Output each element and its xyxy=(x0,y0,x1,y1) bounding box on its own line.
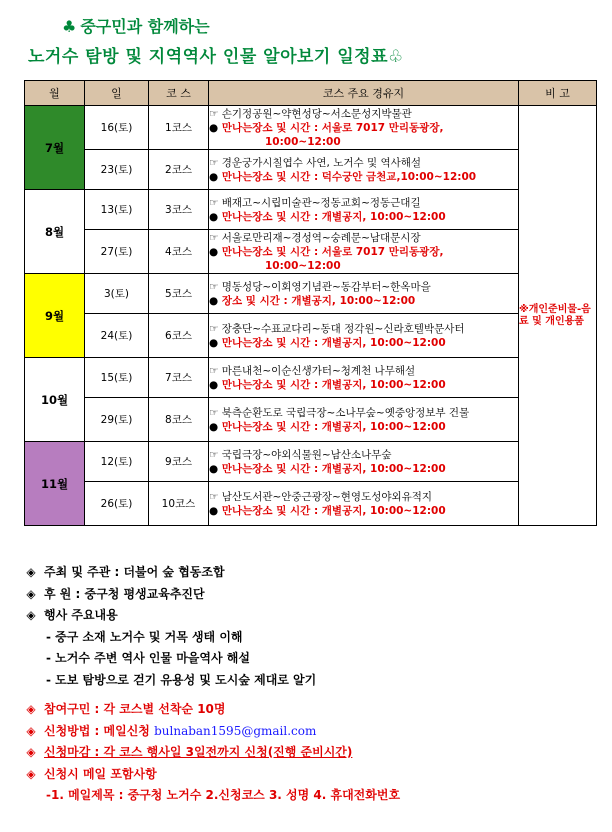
route-line xyxy=(209,364,518,378)
bullet-dot-icon: ● xyxy=(209,121,219,134)
route-text: 남산도서관~안중근광장~현영도성야외유적지 xyxy=(221,490,433,503)
bullet-dot-icon: ● xyxy=(209,336,219,349)
meeting-line xyxy=(209,336,518,350)
course-cell: 7코스 xyxy=(149,358,209,398)
header-day: 일 xyxy=(85,81,149,106)
header-route: 코스 주요 경유지 xyxy=(209,81,519,106)
note-cell: ※개인준비물-음료 및 개인용품 xyxy=(519,106,597,526)
day-cell: 16(토) xyxy=(85,106,149,150)
meeting-line xyxy=(209,121,518,149)
day-cell: 15(토) xyxy=(85,358,149,398)
bullet-dot-icon: ● xyxy=(209,462,219,475)
course-cell: 5코스 xyxy=(149,274,209,314)
route-text: 서울로만리재~경성역~숭례문~남대문시장 xyxy=(221,231,421,244)
table-row xyxy=(25,442,597,482)
pointing-hand-icon: ☞ xyxy=(209,231,219,244)
route-cell xyxy=(209,106,519,150)
route-cell xyxy=(209,442,519,482)
route-text: 명동성당~이회영기념관~동감부터~한옥마을 xyxy=(221,280,431,293)
month-cell: 8월 xyxy=(25,190,85,274)
clover-outline-icon: ♧ xyxy=(388,47,404,67)
host-line xyxy=(24,562,594,584)
route-line xyxy=(209,406,518,420)
course-cell: 6코스 xyxy=(149,314,209,358)
course-cell: 8코스 xyxy=(149,398,209,442)
route-cell xyxy=(209,150,519,190)
meeting-text: 만나는장소 및 시간 : 개별공지, 10:00~12:00 xyxy=(221,420,446,433)
table-header-row xyxy=(25,81,597,106)
content-item: - 중구 소재 노거수 및 거목 생태 이해 xyxy=(46,629,243,644)
bullet-dot-icon: ● xyxy=(209,170,219,183)
apply-email-link[interactable]: bulnaban1595@gmail.com xyxy=(154,723,317,738)
pointing-hand-icon: ☞ xyxy=(209,280,219,293)
deadline-text: 신청마감 : 각 코스 행사일 3일전까지 신청(진행 준비시간) xyxy=(44,745,353,759)
course-cell: 3코스 xyxy=(149,190,209,230)
diamond-icon: ◈ xyxy=(26,608,36,622)
bullet-dot-icon: ● xyxy=(209,294,219,307)
table-row xyxy=(25,230,597,274)
month-cell: 9월 xyxy=(25,274,85,358)
route-line xyxy=(209,107,518,121)
participants-text: 참여구민 : 각 코스별 선착순 10명 xyxy=(44,702,226,716)
clover-icon: ♣ xyxy=(62,17,77,36)
table-row xyxy=(25,106,597,150)
day-cell: 24(토) xyxy=(85,314,149,358)
course-cell: 2코스 xyxy=(149,150,209,190)
diamond-icon: ◈ xyxy=(26,702,36,716)
sponsor-text: 후 원 : 중구청 평생교육추진단 xyxy=(44,586,205,601)
deadline-line xyxy=(24,742,594,764)
meeting-text: 만나는장소 및 시간 : 개별공지, 10:00~12:00 xyxy=(221,210,446,223)
info-section xyxy=(24,562,594,807)
meeting-text: 만나는장소 및 시간 : 개별공지, 10:00~12:00 xyxy=(221,378,446,391)
route-line xyxy=(209,490,518,504)
bullet-dot-icon: ● xyxy=(209,245,219,258)
meeting-text: 장소 및 시간 : 개별공지, 10:00~12:00 xyxy=(221,294,416,307)
content-item: - 노거수 주변 역사 인물 마을역사 해설 xyxy=(46,651,250,665)
meeting-line xyxy=(209,504,518,518)
apply-method-text: 신청방법 : 메일신청 xyxy=(44,723,150,738)
apply-method-line xyxy=(24,721,594,743)
mail-include-text: 신청시 메일 포함사항 xyxy=(44,766,157,781)
diamond-icon: ◈ xyxy=(26,745,36,759)
bullet-dot-icon: ● xyxy=(209,378,219,391)
day-cell: 3(토) xyxy=(85,274,149,314)
course-cell: 4코스 xyxy=(149,230,209,274)
route-cell xyxy=(209,230,519,274)
diamond-icon: ◈ xyxy=(26,586,36,601)
route-line xyxy=(209,322,518,336)
diamond-icon: ◈ xyxy=(26,766,36,781)
route-line xyxy=(209,196,518,210)
table-row xyxy=(25,358,597,398)
route-line xyxy=(209,280,518,294)
title-line-1 xyxy=(62,14,210,37)
participants-line xyxy=(24,699,594,721)
day-cell: 26(토) xyxy=(85,482,149,526)
route-line xyxy=(209,231,518,245)
day-cell: 29(토) xyxy=(85,398,149,442)
route-text: 북측순환도로 국립극장~소나무숲~옛중앙정보부 건물 xyxy=(221,406,470,419)
meeting-time-cont: 10:00~12:00 xyxy=(265,259,341,272)
table-row xyxy=(25,274,597,314)
meeting-line xyxy=(209,294,518,308)
route-line xyxy=(209,448,518,462)
table-row xyxy=(25,190,597,230)
route-cell xyxy=(209,314,519,358)
day-cell: 23(토) xyxy=(85,150,149,190)
meeting-text: 만나는장소 및 시간 : 덕수궁안 금천교,10:00~12:00 xyxy=(221,170,477,183)
diamond-icon: ◈ xyxy=(26,565,36,579)
table-body xyxy=(25,106,597,526)
route-line xyxy=(209,156,518,170)
pointing-hand-icon: ☞ xyxy=(209,196,219,209)
course-cell: 10코스 xyxy=(149,482,209,526)
title-line-2-text: 노거수 탐방 및 지역역사 인물 알아보기 일정표 xyxy=(28,47,389,67)
pointing-hand-icon: ☞ xyxy=(209,322,219,335)
meeting-line xyxy=(209,170,518,184)
route-text: 장충단~수표교다리~동대 정각원~신라호텔박문사터 xyxy=(221,322,465,335)
title-line-1-text: 중구민과 함께하는 xyxy=(80,17,210,36)
mail-include-line xyxy=(24,764,594,786)
pointing-hand-icon: ☞ xyxy=(209,490,219,503)
meeting-line xyxy=(209,210,518,224)
header-note: 비 고 xyxy=(519,81,597,106)
table-row xyxy=(25,398,597,442)
route-text: 배재고~시립미술관~정동교회~정동근대길 xyxy=(221,196,421,209)
pointing-hand-icon: ☞ xyxy=(209,406,219,419)
pointing-hand-icon: ☞ xyxy=(209,364,219,377)
route-cell xyxy=(209,190,519,230)
schedule-table xyxy=(24,80,597,526)
route-text: 경운궁가시칠엽수 사연, 노거수 및 역사해설 xyxy=(221,156,422,169)
course-cell: 9코스 xyxy=(149,442,209,482)
header-course: 코 스 xyxy=(149,81,209,106)
host-text: 주최 및 주관 : 더불어 숲 협동조합 xyxy=(44,565,225,579)
meeting-text: 만나는장소 및 시간 : 개별공지, 10:00~12:00 xyxy=(221,336,446,349)
title-line-2 xyxy=(28,42,404,67)
meeting-text: 만나는장소 및 시간 : 개별공지, 10:00~12:00 xyxy=(221,462,446,475)
course-cell: 1코스 xyxy=(149,106,209,150)
diamond-icon: ◈ xyxy=(26,723,36,738)
month-cell: 11월 xyxy=(25,442,85,526)
day-cell: 12(토) xyxy=(85,442,149,482)
route-cell xyxy=(209,358,519,398)
route-cell xyxy=(209,274,519,314)
day-cell: 13(토) xyxy=(85,190,149,230)
table-row xyxy=(25,150,597,190)
bullet-dot-icon: ● xyxy=(209,504,219,517)
meeting-line xyxy=(209,420,518,434)
pointing-hand-icon: ☞ xyxy=(209,448,219,461)
route-text: 손기정공원~약현성당~서소문성지박물관 xyxy=(221,107,412,120)
month-cell: 10월 xyxy=(25,358,85,442)
route-cell xyxy=(209,482,519,526)
table-row xyxy=(25,314,597,358)
content-item: - 도보 탐방으로 걷기 유용성 및 도시숲 제대로 알기 xyxy=(46,672,317,687)
header-month: 월 xyxy=(25,81,85,106)
route-text: 국립극장~야외식물원~남산소나무숲 xyxy=(221,448,392,461)
meeting-time-cont: 10:00~12:00 xyxy=(265,135,341,148)
table-row xyxy=(25,482,597,526)
day-cell: 27(토) xyxy=(85,230,149,274)
content-title-line xyxy=(24,605,594,627)
mail-items-line: -1. 메일제목 : 중구청 노거수 2.신청코스 3. 성명 4. 휴대전화번호 xyxy=(46,788,401,802)
meeting-text: 만나는장소 및 시간 : 서울로 7017 만리동광장, xyxy=(221,121,444,134)
meeting-text: 만나는장소 및 시간 : 서울로 7017 만리동광장, xyxy=(221,245,444,258)
sponsor-line xyxy=(24,584,594,606)
route-text: 마른내천~이순신생가터~청계천 나무해설 xyxy=(221,364,416,377)
bullet-dot-icon: ● xyxy=(209,420,219,433)
meeting-line xyxy=(209,378,518,392)
pointing-hand-icon: ☞ xyxy=(209,107,219,120)
meeting-line xyxy=(209,462,518,476)
bullet-dot-icon: ● xyxy=(209,210,219,223)
route-cell xyxy=(209,398,519,442)
month-cell: 7월 xyxy=(25,106,85,190)
meeting-line xyxy=(209,245,518,273)
content-title-text: 행사 주요내용 xyxy=(44,608,118,622)
pointing-hand-icon: ☞ xyxy=(209,156,219,169)
meeting-text: 만나는장소 및 시간 : 개별공지, 10:00~12:00 xyxy=(221,504,446,517)
